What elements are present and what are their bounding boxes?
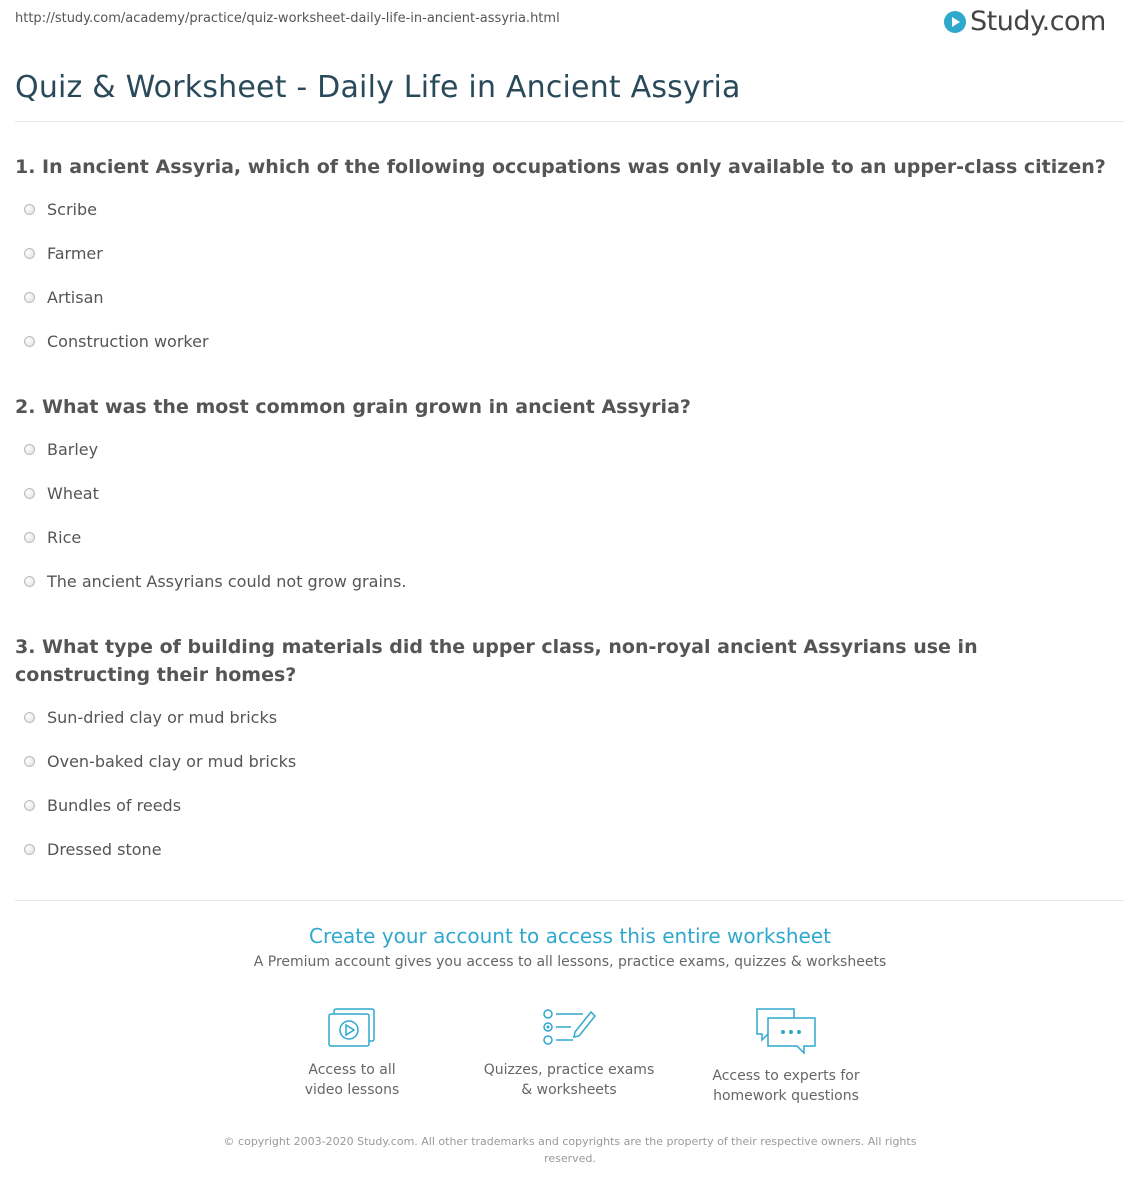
feature-label-line2: homework questions xyxy=(713,1088,859,1104)
play-circle-icon xyxy=(944,11,966,33)
chat-bubbles-icon xyxy=(754,1006,818,1056)
answer-option[interactable] xyxy=(24,840,162,859)
answer-option[interactable] xyxy=(24,708,277,727)
option-label: Construction worker xyxy=(47,332,209,351)
option-label: Oven-baked clay or mud bricks xyxy=(47,752,297,771)
option-label: Sun-dried clay or mud bricks xyxy=(47,708,278,727)
radio-icon[interactable] xyxy=(24,576,35,587)
logo-suffix: .com xyxy=(1041,6,1106,37)
cta-divider xyxy=(15,900,1124,901)
radio-icon[interactable] xyxy=(24,248,35,259)
answer-option[interactable] xyxy=(24,200,97,219)
radio-icon[interactable] xyxy=(24,336,35,347)
feature-label-line1: Access to all xyxy=(308,1062,396,1078)
feature-label-line1: Access to experts for xyxy=(712,1068,860,1084)
option-label: Rice xyxy=(47,528,82,547)
option-label: Scribe xyxy=(47,200,97,219)
cta-subtitle: A Premium account gives you access to all lessons, practice exams, quizzes & worksheets xyxy=(253,954,887,970)
cta-title-link[interactable]: Create your account to access this entire worksheet xyxy=(309,924,831,948)
feature-label-line2: & worksheets xyxy=(521,1082,617,1098)
option-label: Bundles of reeds xyxy=(47,796,182,815)
answer-option[interactable] xyxy=(24,288,104,307)
page-title: Quiz & Worksheet - Daily Life in Ancient Assyria xyxy=(15,70,741,105)
study-logo[interactable] xyxy=(944,6,1106,37)
page-url: http://study.com/academy/practice/quiz-worksheet-daily-life-in-ancient-assyria.html xyxy=(15,11,560,26)
option-label: Dressed stone xyxy=(47,840,162,859)
feature-label-line1: Quizzes, practice exams xyxy=(483,1062,655,1078)
radio-icon[interactable] xyxy=(24,712,35,723)
answer-option[interactable] xyxy=(24,796,181,815)
answer-option[interactable] xyxy=(24,528,81,547)
option-label: The ancient Assyrians could not grow grains. xyxy=(47,572,407,591)
answer-option[interactable] xyxy=(24,332,209,351)
question-2: 2. What was the most common grain grown in ancient Assyria? xyxy=(15,396,691,418)
radio-icon[interactable] xyxy=(24,292,35,303)
option-label: Wheat xyxy=(47,484,99,503)
option-label: Artisan xyxy=(47,288,104,307)
answer-option[interactable] xyxy=(24,752,296,771)
answer-option[interactable] xyxy=(24,484,99,503)
feature-quizzes xyxy=(469,1006,669,1100)
question-3: 3. What type of building materials did the upper class, non-royal ancient Assyrians use in constructing their homes? xyxy=(15,636,978,686)
option-label: Barley xyxy=(47,440,99,459)
feature-label-line2: video lessons xyxy=(304,1082,400,1098)
answer-option[interactable] xyxy=(24,440,98,459)
radio-icon[interactable] xyxy=(24,844,35,855)
radio-icon[interactable] xyxy=(24,444,35,455)
logo-name: Study xyxy=(970,6,1042,37)
quiz-checklist-icon xyxy=(541,1006,597,1050)
radio-icon[interactable] xyxy=(24,800,35,811)
feature-video-lessons xyxy=(252,1006,452,1100)
radio-icon[interactable] xyxy=(24,204,35,215)
option-label: Farmer xyxy=(47,244,103,263)
question-1: 1. In ancient Assyria, which of the following occupations was only available to an upper-class citizen? xyxy=(15,156,1106,178)
answer-option[interactable] xyxy=(24,572,406,591)
answer-option[interactable] xyxy=(24,244,103,263)
copyright-text: © copyright 2003-2020 Study.com. All other trademarks and copyrights are the property of their respective owners. All rights reserved. xyxy=(223,1135,917,1165)
video-lesson-icon xyxy=(326,1006,378,1050)
title-divider xyxy=(15,121,1124,122)
radio-icon[interactable] xyxy=(24,488,35,499)
radio-icon[interactable] xyxy=(24,532,35,543)
feature-experts xyxy=(686,1006,886,1106)
radio-icon[interactable] xyxy=(24,756,35,767)
